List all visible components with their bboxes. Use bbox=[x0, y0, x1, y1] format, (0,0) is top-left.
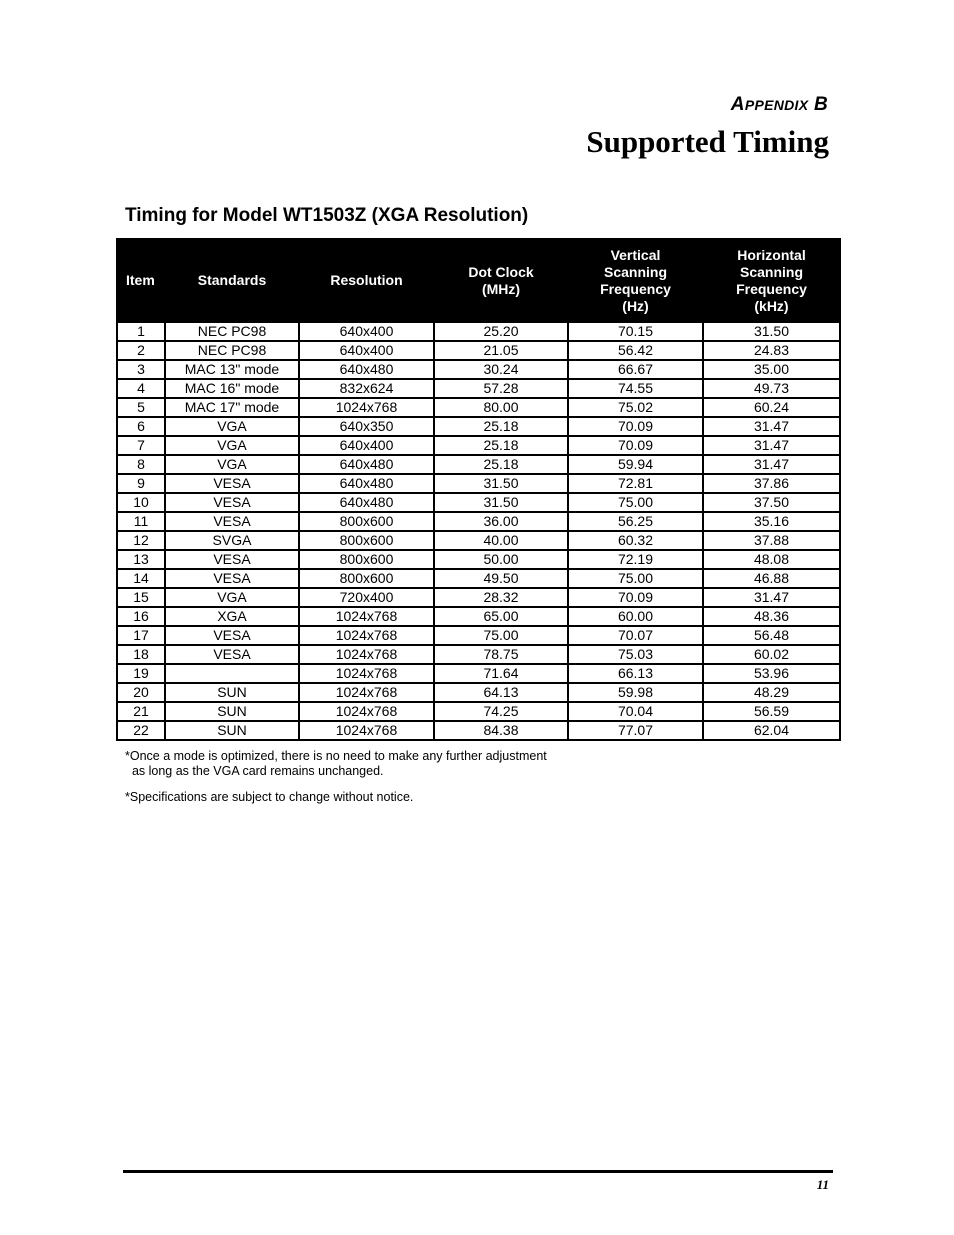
cell-resolution: 640x480 bbox=[299, 474, 434, 493]
cell-standard: SVGA bbox=[165, 531, 299, 550]
cell-vertical-frequency: 56.42 bbox=[568, 341, 703, 360]
cell-vertical-frequency: 66.13 bbox=[568, 664, 703, 683]
header-horizontal-line: Horizontal bbox=[737, 246, 806, 263]
table-row bbox=[117, 645, 840, 664]
cell-horizontal-frequency: 60.02 bbox=[703, 645, 840, 664]
table-row bbox=[117, 455, 840, 474]
cell-dot-clock: 80.00 bbox=[434, 398, 568, 417]
header-vertical-line: (Hz) bbox=[622, 297, 649, 314]
table-row bbox=[117, 436, 840, 455]
cell-horizontal-frequency: 31.47 bbox=[703, 417, 840, 436]
cell-vertical-frequency: 75.00 bbox=[568, 569, 703, 588]
cell-vertical-frequency: 59.94 bbox=[568, 455, 703, 474]
cell-standard: XGA bbox=[165, 607, 299, 626]
cell-item: 19 bbox=[117, 664, 165, 683]
cell-standard: VGA bbox=[165, 588, 299, 607]
notes bbox=[125, 749, 547, 805]
cell-resolution: 1024x768 bbox=[299, 664, 434, 683]
table-row bbox=[117, 398, 840, 417]
header-vertical-line: Frequency bbox=[600, 280, 671, 297]
cell-vertical-frequency: 72.81 bbox=[568, 474, 703, 493]
cell-resolution: 800x600 bbox=[299, 512, 434, 531]
table-row bbox=[117, 417, 840, 436]
cell-item: 17 bbox=[117, 626, 165, 645]
footer-divider bbox=[123, 1170, 833, 1173]
cell-dot-clock: 74.25 bbox=[434, 702, 568, 721]
table-row bbox=[117, 379, 840, 398]
header-resolution: Resolution bbox=[299, 239, 434, 322]
table-row bbox=[117, 341, 840, 360]
note-optimize bbox=[125, 749, 547, 779]
cell-standard: VGA bbox=[165, 417, 299, 436]
cell-dot-clock: 78.75 bbox=[434, 645, 568, 664]
cell-item: 5 bbox=[117, 398, 165, 417]
cell-dot-clock: 84.38 bbox=[434, 721, 568, 740]
cell-item: 11 bbox=[117, 512, 165, 531]
cell-horizontal-frequency: 37.86 bbox=[703, 474, 840, 493]
cell-standard: VESA bbox=[165, 512, 299, 531]
cell-horizontal-frequency: 35.00 bbox=[703, 360, 840, 379]
table-row bbox=[117, 569, 840, 588]
cell-dot-clock: 49.50 bbox=[434, 569, 568, 588]
cell-horizontal-frequency: 56.48 bbox=[703, 626, 840, 645]
cell-item: 15 bbox=[117, 588, 165, 607]
cell-dot-clock: 25.20 bbox=[434, 322, 568, 341]
cell-standard: VESA bbox=[165, 645, 299, 664]
cell-horizontal-frequency: 35.16 bbox=[703, 512, 840, 531]
cell-vertical-frequency: 72.19 bbox=[568, 550, 703, 569]
cell-resolution: 640x400 bbox=[299, 341, 434, 360]
cell-item: 3 bbox=[117, 360, 165, 379]
header-vertical-frequency bbox=[568, 239, 703, 322]
section-title: Timing for Model WT1503Z (XGA Resolution) bbox=[125, 205, 529, 226]
cell-standard: MAC 16" mode bbox=[165, 379, 299, 398]
cell-dot-clock: 57.28 bbox=[434, 379, 568, 398]
cell-vertical-frequency: 70.04 bbox=[568, 702, 703, 721]
table-row bbox=[117, 474, 840, 493]
table-row bbox=[117, 360, 840, 379]
cell-vertical-frequency: 60.00 bbox=[568, 607, 703, 626]
cell-vertical-frequency: 75.02 bbox=[568, 398, 703, 417]
cell-resolution: 1024x768 bbox=[299, 721, 434, 740]
appendix-letter: B bbox=[813, 94, 828, 115]
cell-standard: VGA bbox=[165, 436, 299, 455]
table-row bbox=[117, 550, 840, 569]
cell-dot-clock: 25.18 bbox=[434, 455, 568, 474]
header-standards: Standards bbox=[165, 239, 299, 322]
cell-dot-clock: 71.64 bbox=[434, 664, 568, 683]
cell-resolution: 640x400 bbox=[299, 436, 434, 455]
header-dot-clock-line: (MHz) bbox=[481, 280, 521, 297]
cell-horizontal-frequency: 48.29 bbox=[703, 683, 840, 702]
cell-horizontal-frequency: 48.08 bbox=[703, 550, 840, 569]
cell-item: 1 bbox=[117, 322, 165, 341]
cell-horizontal-frequency: 31.50 bbox=[703, 322, 840, 341]
cell-vertical-frequency: 77.07 bbox=[568, 721, 703, 740]
cell-dot-clock: 25.18 bbox=[434, 436, 568, 455]
cell-horizontal-frequency: 31.47 bbox=[703, 588, 840, 607]
cell-dot-clock: 36.00 bbox=[434, 512, 568, 531]
cell-item: 16 bbox=[117, 607, 165, 626]
cell-resolution: 640x400 bbox=[299, 322, 434, 341]
cell-horizontal-frequency: 48.36 bbox=[703, 607, 840, 626]
appendix-label bbox=[731, 94, 828, 116]
cell-vertical-frequency: 70.09 bbox=[568, 588, 703, 607]
cell-dot-clock: 40.00 bbox=[434, 531, 568, 550]
timing-table bbox=[116, 238, 841, 741]
cell-horizontal-frequency: 37.88 bbox=[703, 531, 840, 550]
cell-horizontal-frequency: 62.04 bbox=[703, 721, 840, 740]
cell-horizontal-frequency: 56.59 bbox=[703, 702, 840, 721]
cell-item: 9 bbox=[117, 474, 165, 493]
cell-resolution: 720x400 bbox=[299, 588, 434, 607]
cell-dot-clock: 65.00 bbox=[434, 607, 568, 626]
cell-vertical-frequency: 56.25 bbox=[568, 512, 703, 531]
cell-standard: VESA bbox=[165, 550, 299, 569]
cell-resolution: 640x350 bbox=[299, 417, 434, 436]
cell-item: 10 bbox=[117, 493, 165, 512]
note-optimize-line1: *Once a mode is optimized, there is no need to make any further adjustment bbox=[125, 749, 547, 763]
table-row bbox=[117, 664, 840, 683]
note-optimize-line2: as long as the VGA card remains unchanged. bbox=[131, 764, 384, 778]
cell-vertical-frequency: 59.98 bbox=[568, 683, 703, 702]
header-vertical-line: Vertical bbox=[610, 246, 661, 263]
cell-resolution: 1024x768 bbox=[299, 645, 434, 664]
cell-vertical-frequency: 75.03 bbox=[568, 645, 703, 664]
cell-standard: VGA bbox=[165, 455, 299, 474]
cell-item: 2 bbox=[117, 341, 165, 360]
cell-vertical-frequency: 60.32 bbox=[568, 531, 703, 550]
table-header-row bbox=[117, 239, 840, 322]
page-title: Supported Timing bbox=[586, 124, 829, 159]
cell-resolution: 1024x768 bbox=[299, 702, 434, 721]
cell-horizontal-frequency: 37.50 bbox=[703, 493, 840, 512]
cell-dot-clock: 64.13 bbox=[434, 683, 568, 702]
cell-item: 4 bbox=[117, 379, 165, 398]
cell-resolution: 640x480 bbox=[299, 360, 434, 379]
cell-item: 18 bbox=[117, 645, 165, 664]
note-specifications: *Specifications are subject to change without notice. bbox=[125, 790, 414, 804]
cell-vertical-frequency: 70.07 bbox=[568, 626, 703, 645]
cell-item: 7 bbox=[117, 436, 165, 455]
cell-resolution: 1024x768 bbox=[299, 626, 434, 645]
cell-standard: VESA bbox=[165, 474, 299, 493]
table-row bbox=[117, 626, 840, 645]
cell-resolution: 1024x768 bbox=[299, 683, 434, 702]
cell-item: 21 bbox=[117, 702, 165, 721]
cell-vertical-frequency: 70.15 bbox=[568, 322, 703, 341]
cell-standard: VESA bbox=[165, 626, 299, 645]
cell-resolution: 800x600 bbox=[299, 569, 434, 588]
cell-standard: NEC PC98 bbox=[165, 341, 299, 360]
header-horizontal-line: (kHz) bbox=[754, 297, 789, 314]
cell-horizontal-frequency: 53.96 bbox=[703, 664, 840, 683]
header-horizontal-frequency bbox=[703, 239, 840, 322]
cell-vertical-frequency: 70.09 bbox=[568, 417, 703, 436]
cell-standard bbox=[165, 664, 299, 683]
cell-dot-clock: 30.24 bbox=[434, 360, 568, 379]
cell-horizontal-frequency: 31.47 bbox=[703, 436, 840, 455]
cell-dot-clock: 75.00 bbox=[434, 626, 568, 645]
cell-resolution: 640x480 bbox=[299, 493, 434, 512]
cell-standard: MAC 13" mode bbox=[165, 360, 299, 379]
cell-resolution: 640x480 bbox=[299, 455, 434, 474]
appendix-initial: A bbox=[730, 94, 745, 115]
header-dot-clock bbox=[434, 239, 568, 322]
cell-dot-clock: 31.50 bbox=[434, 474, 568, 493]
table-row bbox=[117, 588, 840, 607]
cell-standard: MAC 17" mode bbox=[165, 398, 299, 417]
table-row bbox=[117, 493, 840, 512]
cell-resolution: 1024x768 bbox=[299, 607, 434, 626]
cell-dot-clock: 21.05 bbox=[434, 341, 568, 360]
cell-dot-clock: 31.50 bbox=[434, 493, 568, 512]
cell-resolution: 800x600 bbox=[299, 531, 434, 550]
page-number: 11 bbox=[816, 1177, 829, 1192]
cell-horizontal-frequency: 49.73 bbox=[703, 379, 840, 398]
cell-horizontal-frequency: 46.88 bbox=[703, 569, 840, 588]
cell-item: 22 bbox=[117, 721, 165, 740]
table-row bbox=[117, 683, 840, 702]
cell-standard: VESA bbox=[165, 493, 299, 512]
cell-dot-clock: 50.00 bbox=[434, 550, 568, 569]
header-horizontal-line: Frequency bbox=[736, 280, 807, 297]
cell-dot-clock: 25.18 bbox=[434, 417, 568, 436]
table-row bbox=[117, 721, 840, 740]
cell-resolution: 1024x768 bbox=[299, 398, 434, 417]
table-row bbox=[117, 512, 840, 531]
cell-standard: SUN bbox=[165, 721, 299, 740]
cell-item: 12 bbox=[117, 531, 165, 550]
header-vertical-line: Scanning bbox=[603, 263, 667, 280]
cell-standard: NEC PC98 bbox=[165, 322, 299, 341]
cell-resolution: 800x600 bbox=[299, 550, 434, 569]
cell-dot-clock: 28.32 bbox=[434, 588, 568, 607]
cell-vertical-frequency: 66.67 bbox=[568, 360, 703, 379]
header-horizontal-line: Scanning bbox=[739, 263, 803, 280]
cell-item: 14 bbox=[117, 569, 165, 588]
cell-item: 6 bbox=[117, 417, 165, 436]
cell-horizontal-frequency: 60.24 bbox=[703, 398, 840, 417]
appendix-rest: PPENDIX bbox=[744, 97, 809, 113]
cell-item: 13 bbox=[117, 550, 165, 569]
cell-vertical-frequency: 70.09 bbox=[568, 436, 703, 455]
cell-horizontal-frequency: 31.47 bbox=[703, 455, 840, 474]
cell-vertical-frequency: 74.55 bbox=[568, 379, 703, 398]
table-row bbox=[117, 702, 840, 721]
cell-horizontal-frequency: 24.83 bbox=[703, 341, 840, 360]
timing-table-body bbox=[117, 322, 840, 740]
cell-standard: SUN bbox=[165, 702, 299, 721]
cell-item: 20 bbox=[117, 683, 165, 702]
cell-vertical-frequency: 75.00 bbox=[568, 493, 703, 512]
table-row bbox=[117, 531, 840, 550]
cell-item: 8 bbox=[117, 455, 165, 474]
header-dot-clock-line: Dot Clock bbox=[468, 263, 534, 280]
cell-standard: VESA bbox=[165, 569, 299, 588]
table-row bbox=[117, 322, 840, 341]
header-item: Item bbox=[117, 239, 165, 322]
cell-resolution: 832x624 bbox=[299, 379, 434, 398]
table-row bbox=[117, 607, 840, 626]
cell-standard: SUN bbox=[165, 683, 299, 702]
